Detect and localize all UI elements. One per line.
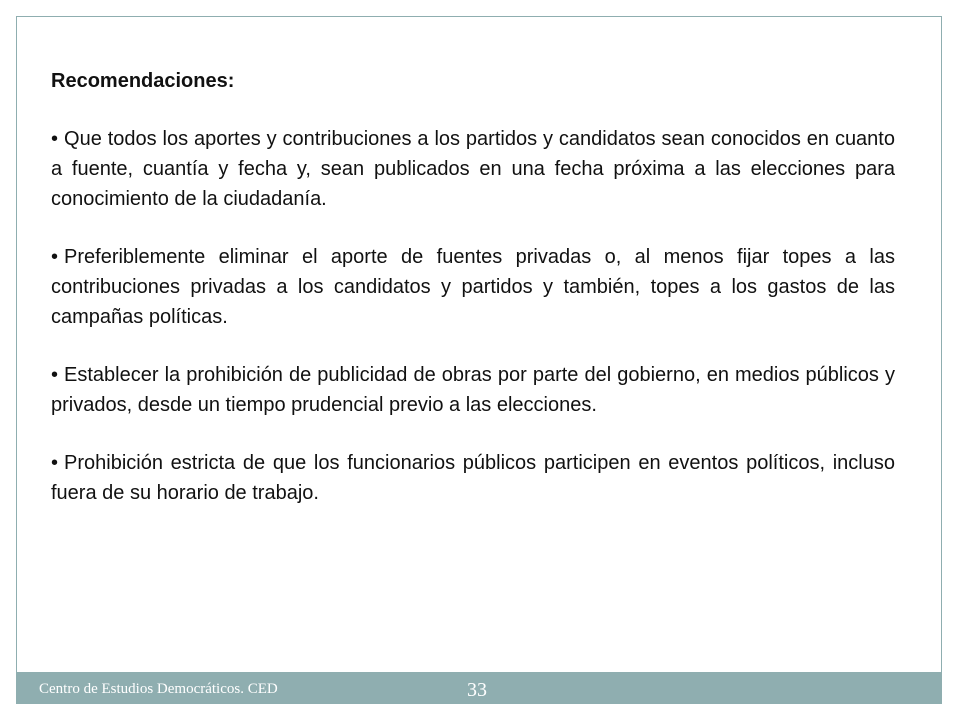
page-number: 33 (467, 679, 487, 701)
footer-organization: Centro de Estudios Democráticos. CED (39, 681, 278, 697)
slide-content (51, 66, 895, 536)
bullet-item (51, 124, 895, 214)
bullet-dot: • (51, 452, 59, 474)
slide-heading: Recomendaciones: (51, 70, 235, 92)
bullet-text: Que todos los aportes y contribuciones a los partidos y candidatos sean conocidos en cuanto a fuente, cuantía y fecha y, sean publicados en una fecha próxima a las elecciones para conocimiento de la ciudadanía. (51, 128, 895, 210)
bullet-item (51, 360, 895, 420)
bullet-dot: • (51, 246, 59, 268)
bullet-text: Establecer la prohibición de publicidad de obras por parte del gobierno, en medios públicos y privados, desde un tiempo prudencial previo a las elecciones. (51, 364, 895, 416)
bullet-text: Prohibición estricta de que los funcionarios públicos participen en eventos políticos, incluso fuera de su horario de trabajo. (51, 452, 895, 504)
bullet-item (51, 448, 895, 508)
bullet-item (51, 242, 895, 332)
bullet-dot: • (51, 364, 59, 386)
bullet-dot: • (51, 128, 59, 150)
bullet-text: Preferiblemente eliminar el aporte de fuentes privadas o, al menos fijar topes a las contribuciones privadas a los candidatos y partidos y también, topes a los gastos de las campañas políticas. (51, 246, 895, 328)
